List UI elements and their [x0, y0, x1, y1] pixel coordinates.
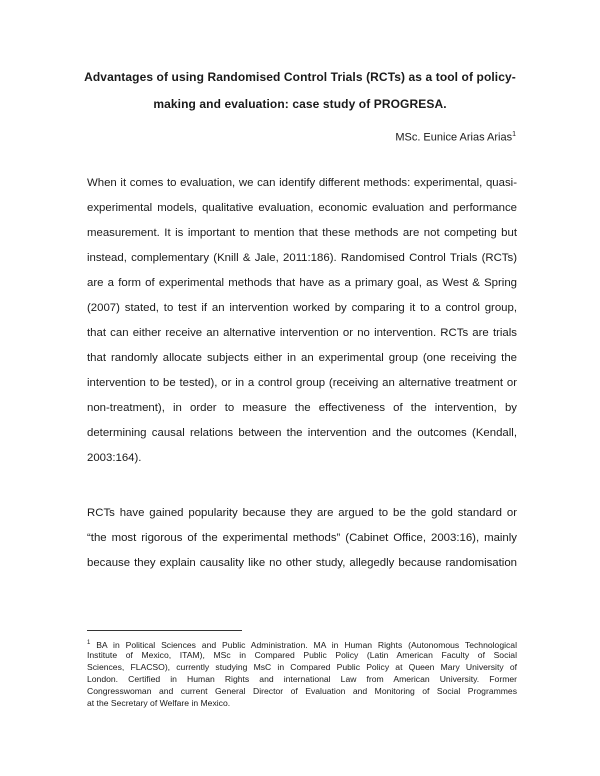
footnote-line: at the Secretary of Welfare in Mexico.: [87, 698, 231, 708]
paragraph-line: instead, complementary (Knill & Jale, 2011:186). Randomised Control Trials (RCTs): [87, 252, 517, 264]
paragraph-line: that randomly allocate subjects either in an experimental group (one receiving the: [87, 352, 517, 364]
footnote-line: Institute of Mexico, ITAM), MSc in Compared Public Policy (Latin American Faculty of Social: [87, 650, 517, 660]
paragraph-line: experimental models, qualitative evaluation, economic evaluation and performance: [87, 202, 517, 214]
title-line-2: making and evaluation: case study of PROGRESA.: [153, 97, 447, 111]
paragraph-line: When it comes to evaluation, we can identify different methods: experimental, quasi-: [87, 177, 517, 189]
paragraph-line: are a form of experimental methods that have as a primary goal, as West & Spring: [87, 277, 517, 289]
author-footnote-marker: 1: [512, 131, 516, 138]
paragraph-line: intervention to be tested), or in a control group (receiving an alternative treatment or: [87, 377, 517, 389]
paragraph-line: RCTs have gained popularity because they are argued to be the gold standard or: [87, 507, 517, 519]
footnote-line: Sciences, FLACSO), currently studying MsC in Compared Public Policy at Queen Mary University of: [87, 662, 517, 672]
paragraph-line: that can either receive an alternative intervention or no intervention. RCTs are trials: [87, 327, 517, 339]
paragraph-line: measurement. It is important to mention that these methods are not competing but: [87, 227, 517, 239]
paragraph-line: 2003:164).: [87, 452, 142, 464]
paragraph-line: non-treatment), in order to measure the effectiveness of the intervention, by: [87, 402, 517, 414]
footnote-line: Congresswoman and current General Director of Evaluation and Monitoring of Social Programmes: [87, 686, 517, 696]
author-name-text: MSc. Eunice Arias Arias: [395, 131, 513, 144]
footnote-line: London. Certified in Human Rights and international Law from American University. Former: [87, 674, 517, 684]
paragraph-line: because they explain causality like no other study, allegedly because randomisation: [87, 557, 517, 569]
paragraph-line: determining causal relations between the intervention and the outcomes (Kendall,: [87, 427, 517, 439]
paragraph-line: (2007) stated, to test if an intervention worked by comparing it to a control group,: [87, 302, 517, 314]
paragraph-line: “the most rigorous of the experimental methods” (Cabinet Office, 2003:16), mainly: [87, 532, 517, 544]
footnote-separator: [87, 630, 242, 631]
footnote-line: [87, 638, 517, 651]
footnote-line-text: BA in Political Sciences and Public Administration. MA in Human Rights (Autonomous Technological: [90, 639, 517, 650]
title-line-1: Advantages of using Randomised Control Trials (RCTs) as a tool of policy-: [84, 70, 516, 84]
author-name: [395, 131, 516, 144]
footnote-marker: 1: [87, 640, 91, 646]
